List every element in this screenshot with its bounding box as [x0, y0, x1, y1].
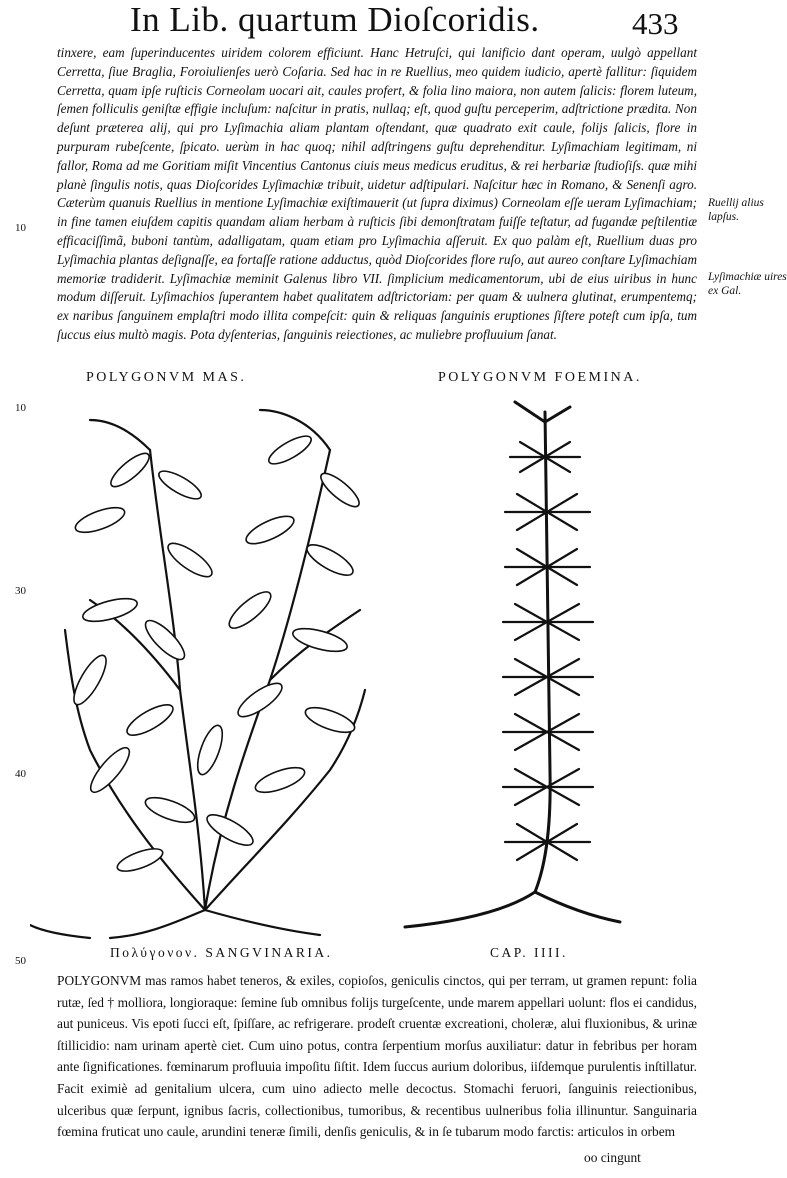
running-head-title: In Lib. quartum Dioſcoridis. [130, 0, 540, 39]
line-number: 30 [15, 585, 26, 597]
line-number: 10 [15, 402, 26, 414]
page-number: 433 [632, 6, 679, 41]
caption-sanguinaria: Πολύγονον. SANGVINARIA. [110, 945, 333, 960]
caption-polygonum-foemina: POLYGONVM FOEMINA. [438, 370, 642, 385]
line-number: 40 [15, 768, 26, 780]
commentary-paragraph: tinxere, eam ſuperinducentes uiridem colorem efficiunt. Hanc Hetruſci, qui lanificio dant operam, uulgò appellant Cerretta, ſiue Braglia, Foroiulienſes uerò Coſaria. Sed hac in re Ruellius, meo quidem iudicio, apertè fallitur: ſiquidem Cerretta, quam ipſe ruſticis Corneolam uocari ait, caules profert, & folia lino maiora, non autem ſalicis: florem luteum, ſemen folliculis geniſtæ effigie incluſum: naſcitur in pratis, nullaq; eſt, quod guſtu perceperim, adſtrictione prædita. Non deſunt præterea alij, qui pro Lyſimachia aliam plantam oſtendant, quæ quadrato exit caule, folijs ſalicis, flore in purpuram rubeſcente, ſpicato. uerùm in hac quoq; nihil adſtringens guſtu deprehenditur. Lyſimachiam legitimam, ni fallor, Roma ad me Goritiam miſit Vincentius Cantonus ciuis meus medicus eruditus, & rei herbariæ ſtudioſiſs. quæ mihi planè ſingulis notis, quas Dioſcorides Lyſimachiæ tribuit, uidetur adſtipulari. Naſcitur hæc in Romano, & Senenſi agro. Cæterùm quanuis Ruellius in mentione Lyſimachiæ exiſtimauerit (ut ſupra diximus) Corneolam eſſe ueram Lyſimachiam; in fine tamen eiuſdem capitis quandam aliam herbam à ruſticis ſibi demonſtratam fuiſſe teſtatur, ad fugandæ peſtilentiæ efficaciſſimã, buboni tantùm, adalligatam, quam etiam pro Lyſimachia aſſeruit. Ex quo palàm eſt, Ruellium duas pro Lyſimachia plantas deſignaſſe, ea fortaſſe ratione adductus, quòd Dioſcorides flore ruſo, aut aureo conſtare Lyſimachiam memoriæ tradiderit. Lyſimachiæ meminit Galenus libro VII. ſimplicium medicamentorum, ubi de eius uiribus in hunc modum diſſeruit. Lyſimachios ſuperantem habet qualitatem adſtrictoriam: per quam & uulnera glutinat, erumpentemq; ex naribus ſanguinem emplaſtri modo illita compeſcit: quin & reliquas ſanguinis eruptiones ſiſtere poteſt cum ipſa, tum ſuccus eius multò magis. Pota dyſenterias, ſanguinis reiectiones, ac muliebre profluuium ſanat. [57, 45, 697, 342]
polygonum-foemina-illustration [395, 392, 625, 937]
line-number: 50 [15, 955, 26, 967]
line-number: 10 [15, 222, 26, 234]
commentary-text [57, 44, 697, 345]
polygonum-mas-illustration [30, 390, 380, 940]
catchword: oo cingunt [584, 1150, 641, 1165]
margin-note-galen: Lyſimachiæ uires ex Gal. [708, 271, 787, 297]
margin-note-ruellius: Ruellij alius lapſus. [708, 197, 764, 223]
dioscorides-text [57, 970, 697, 1143]
caption-polygonum-mas: POLYGONVM MAS. [86, 370, 247, 385]
chapter-heading: CAP. IIII. [490, 945, 568, 960]
dioscorides-paragraph: POLYGONVM mas ramos habet teneros, & exiles, copioſos, geniculis cinctos, qui per terram, ut gramen repunt: folia rutæ, ſed † molliora, longioraque: ſemine ſub omnibus folijs turgeſcente, unde marem appellari uolunt: flos ei candidus, aut puniceus. Vis epoti ſucci eſt, ſpiſſare, ac refrigerare. prodeſt cruentæ excreationi, choleræ, alui fluxionibus, & urinæ ſtillicidio: nam urinam apertè ciet. Cum uino potus, contra ſerpentium morſus auxiliatur: datur in febribus per horam ante ſignificationes. fœminarum profluuia impoſitu ſiſtit. Idem ſuccus aurium doloribus, iiſdemque purulentis inſtillatur. Facit eximiè ad genitalium ulcera, cum uino adiecto melle decoctus. Stomachi feruori, ſanguinis reiectionibus, ulceribus quæ ſerpunt, ignibus ſacris, collectionibus, tumoribus, & recentibus uulneribus folia illinuntur. Sanguinaria fœmina fruticat uno caule, arundini teneræ ſimili, denſis geniculis, & in ſe tubarum modo farctis: articulos in orbem [57, 973, 697, 1140]
